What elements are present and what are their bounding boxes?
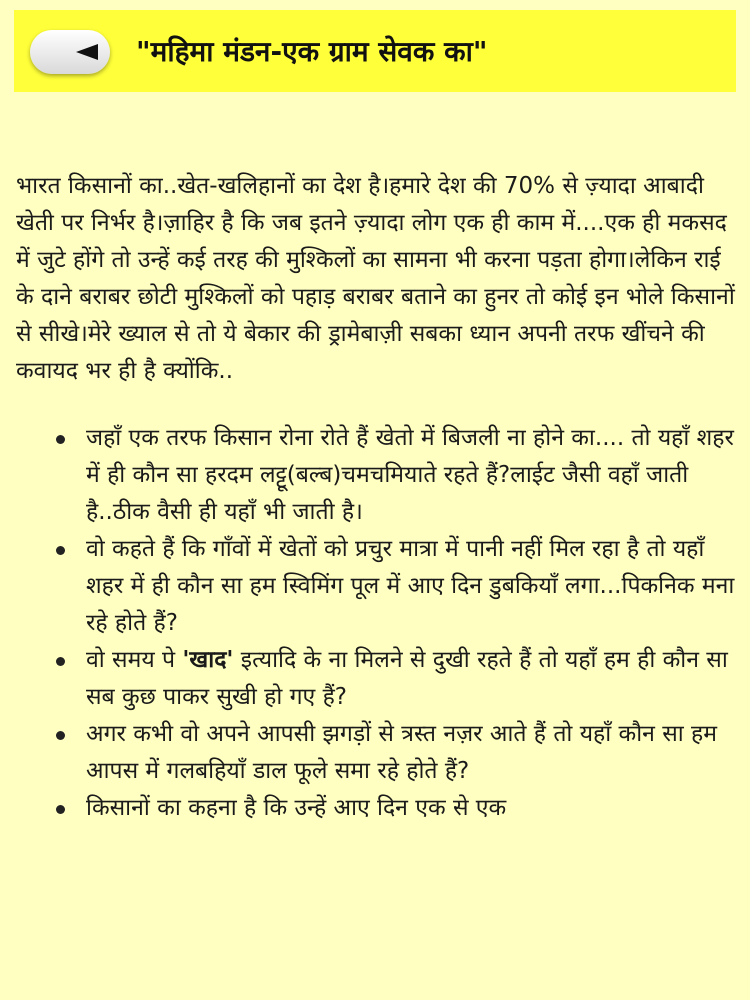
list-item-text-before: वो समय पे xyxy=(86,647,183,673)
bullet-icon xyxy=(56,546,65,555)
list-item xyxy=(86,642,738,716)
article-body xyxy=(16,168,738,827)
list-item-bold-word: 'खाद' xyxy=(182,647,234,673)
bullet-icon xyxy=(56,805,65,814)
title-bar xyxy=(14,10,736,92)
list-item-text-after: इत्यादि के ना मिलने से दुखी रहते हैं तो यहाँ हम ही कौन सा सब कुछ पाकर सुखी हो गए हैं? xyxy=(86,647,728,710)
back-arrow-icon xyxy=(76,44,98,60)
bullet-list xyxy=(16,420,738,827)
list-item-text: किसानों का कहना है कि उन्हें आए दिन एक से एक xyxy=(86,795,507,821)
list-item xyxy=(86,420,738,531)
list-item-text: जहाँ एक तरफ किसान रोना रोते हैं खेतो में बिजली ना होने का.... तो यहाँ शहर में ही कौन सा हरदम लट्टू(बल्ब)चमचमियाते रहते हैं?लाईट जैसी वहाँ जाती है..ठीक वैसी ही यहाँ भी जाती है। xyxy=(86,425,734,525)
back-button[interactable] xyxy=(30,30,110,74)
list-item-text: अगर कभी वो अपने आपसी झगड़ों से त्रस्त नज़र आते हैं तो यहाँ कौन सा हम आपस में गलबहियाँ डाल फूले समा रहे होते हैं? xyxy=(86,721,718,784)
intro-paragraph: भारत किसानों का..खेत-खलिहानों का देश है।हमारे देश की 70% से ज़्यादा आबादी खेती पर निर्भर है।ज़ाहिर है कि जब इतने ज़्यादा लोग एक ही काम में....एक ही मकसद में जुटे होंगे तो उन्हें कई तरह की मुश्किलों का सामना भी करना पड़ता होगा।लेकिन राई के दाने बराबर छोटी मुश्किलों को पहाड़ बराबर बताने का हुनर तो कोई इन भोले किसानों से सीखे।मेरे ख्याल से तो ये बेकार की ड्रामेबाज़ी सबका ध्यान अपनी तरफ खींचने की कवायद भर ही है क्योंकि.. xyxy=(16,173,735,384)
list-item xyxy=(86,531,738,642)
list-item xyxy=(86,790,738,827)
bullet-icon xyxy=(56,657,65,666)
bullet-icon xyxy=(56,435,65,444)
list-item-text: वो कहते हैं कि गाँवों में खेतों को प्रचुर मात्रा में पानी नहीं मिल रहा है तो यहाँ शहर में ही कौन सा हम स्विमिंग पूल में आए दिन डुबकियाँ लगा...पिकनिक मना रहे होते हैं? xyxy=(86,536,735,636)
page-title: "महिमा मंडन-एक ग्राम सेवक का" xyxy=(136,35,488,68)
bullet-icon xyxy=(56,731,65,740)
list-item xyxy=(86,716,738,790)
